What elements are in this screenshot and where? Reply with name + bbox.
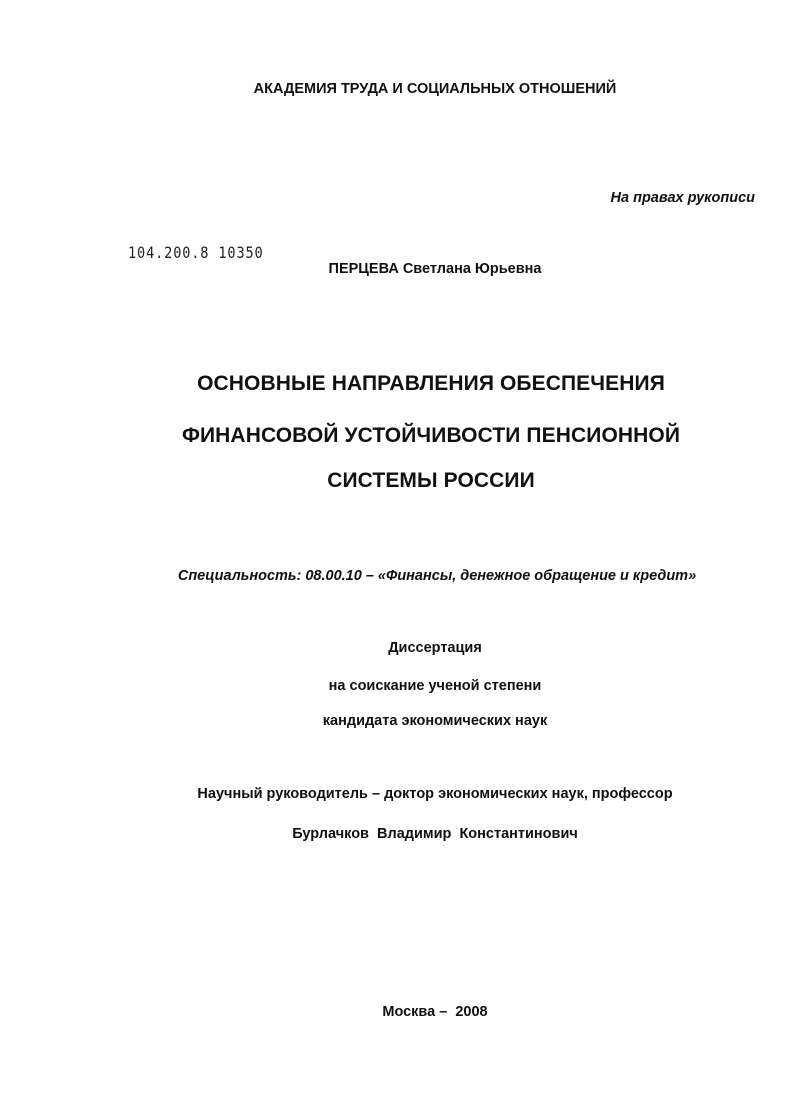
supervisor-name: Бурлачков Владимир Константинович [292, 826, 578, 842]
library-stamp-number: 104.200.8 10350 [128, 243, 264, 262]
thesis-title-line-2: ФИНАНСОВОЙ УСТОЙЧИВОСТИ ПЕНСИОННОЙ [181, 424, 681, 447]
author-name: ПЕРЦЕВА Светлана Юрьевна [328, 261, 542, 277]
specialty: Специальность: 08.00.10 – «Финансы, денежное обращение и кредит» [177, 568, 697, 584]
degree-line-2: на соискание ученой степени [328, 678, 542, 694]
thesis-title-line-1: ОСНОВНЫЕ НАПРАВЛЕНИЯ ОБЕСПЕЧЕНИЯ [197, 372, 665, 395]
degree-line-1: Диссертация [388, 640, 482, 656]
manuscript-note: На правах рукописи [610, 190, 755, 206]
thesis-title-line-3: СИСТЕМЫ РОССИИ [327, 469, 535, 492]
degree-line-3: кандидата экономических наук [322, 713, 548, 729]
place-year: Москва – 2008 [382, 1004, 488, 1020]
institution-name: АКАДЕМИЯ ТРУДА И СОЦИАЛЬНЫХ ОТНОШЕНИЙ [253, 81, 617, 97]
supervisor-role: Научный руководитель – доктор экономических наук, профессор [197, 786, 673, 802]
